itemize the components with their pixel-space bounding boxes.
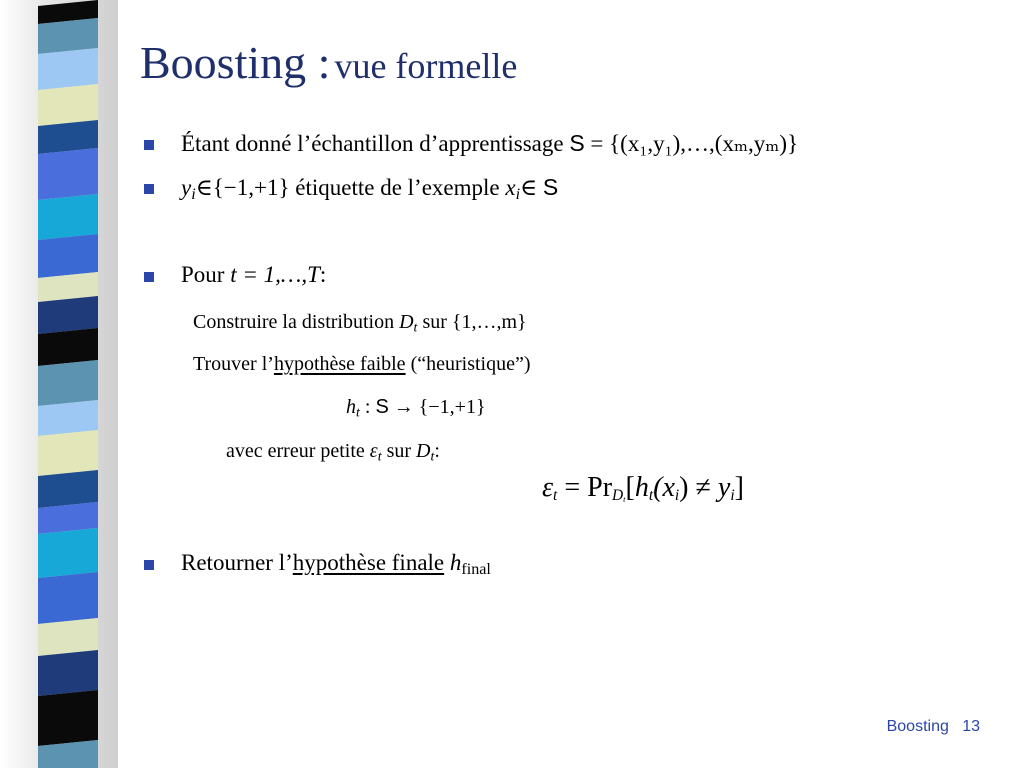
decorative-bar bbox=[38, 194, 98, 240]
bullet-2 bbox=[181, 174, 559, 204]
bullet-1-text: Étant donné l’échantillon d’apprentissage bbox=[181, 131, 564, 156]
signature-set: S bbox=[375, 396, 389, 418]
step-small-error bbox=[226, 440, 440, 463]
decorative-bar bbox=[38, 48, 98, 90]
label-y: y bbox=[181, 175, 192, 200]
decorative-bar bbox=[38, 234, 98, 278]
bullet-4 bbox=[181, 550, 491, 579]
error-D: D bbox=[416, 440, 431, 462]
decorative-bar bbox=[38, 328, 98, 366]
signature-arrow: → {−1,+1} bbox=[393, 396, 486, 418]
decorative-bar bbox=[38, 618, 98, 656]
decorative-bar bbox=[38, 470, 98, 508]
loop-colon: : bbox=[319, 262, 327, 287]
step-hypothesis-signature bbox=[346, 396, 486, 419]
decorative-bar bbox=[38, 84, 98, 126]
decorative-bar bbox=[38, 400, 98, 436]
hypothesis-h: h bbox=[346, 396, 356, 418]
formula-h-sub: t bbox=[648, 486, 654, 504]
sample-set-symbol: S bbox=[569, 130, 585, 156]
final-hypothesis-term: hypothèse finale bbox=[292, 550, 445, 575]
slide-title bbox=[140, 36, 517, 89]
formula-pr-subsub: t bbox=[623, 493, 626, 504]
bullet-marker-2 bbox=[144, 184, 154, 194]
formula-arg-sub: i bbox=[674, 486, 680, 504]
step-find-weak-hypothesis bbox=[193, 353, 531, 376]
signature-colon: : bbox=[364, 396, 371, 418]
decorative-bar bbox=[38, 690, 98, 746]
decorative-bar bbox=[38, 528, 98, 578]
title-rest: vue formelle bbox=[334, 46, 518, 86]
formula-pr-sub bbox=[612, 487, 625, 504]
step-4-colon: : bbox=[434, 440, 440, 462]
formula-close-bracket: ] bbox=[734, 472, 744, 503]
distribution-D: D bbox=[399, 311, 414, 333]
formula-arg: (x bbox=[653, 472, 675, 503]
formula-epsilon: ε bbox=[542, 472, 554, 503]
formula-y-sub: i bbox=[730, 486, 735, 504]
example-x: x bbox=[505, 175, 516, 200]
step-1-text: Construire la distribution bbox=[193, 311, 395, 333]
hypothesis-h-sub: t bbox=[356, 405, 360, 421]
formula-pr-sub-D: D bbox=[612, 486, 624, 504]
distribution-D-sub: t bbox=[413, 320, 418, 336]
decorative-color-bars bbox=[0, 0, 118, 768]
belongs-symbol-2: ∈ bbox=[520, 175, 538, 200]
error-epsilon-sub: t bbox=[377, 449, 382, 465]
label-y-sub: i bbox=[191, 186, 196, 204]
title-main: Boosting : bbox=[140, 37, 331, 88]
bullet-marker-3 bbox=[144, 272, 154, 282]
formula-open-bracket: [ bbox=[625, 472, 635, 503]
bullet-marker-4 bbox=[144, 560, 154, 570]
formula-y: y bbox=[717, 472, 731, 503]
bullet-4-text: Retourner l’ bbox=[181, 550, 293, 575]
sample-set-symbol-2: S bbox=[542, 174, 559, 200]
bullet-1 bbox=[181, 130, 798, 157]
decorative-bar bbox=[38, 296, 98, 334]
formula-pr: Pr bbox=[587, 472, 613, 503]
bullet-marker-1 bbox=[144, 140, 154, 150]
decorative-bar bbox=[38, 430, 98, 476]
pour-text: Pour bbox=[181, 262, 225, 287]
footer-label: Boosting bbox=[886, 718, 949, 735]
decorative-bar bbox=[38, 360, 98, 406]
slide-footer bbox=[887, 718, 980, 736]
loop-var-t: t bbox=[230, 262, 237, 287]
formula-arg-close: ) bbox=[679, 472, 689, 503]
bullet-3 bbox=[181, 262, 326, 288]
step-4-sur: sur bbox=[386, 440, 412, 462]
error-epsilon: ε bbox=[369, 440, 378, 462]
final-h-sub: final bbox=[461, 561, 491, 579]
step-4-text: avec erreur petite bbox=[226, 440, 365, 462]
error-D-sub: t bbox=[430, 449, 435, 465]
decorative-bar bbox=[38, 148, 98, 200]
loop-range: = 1,…,T bbox=[242, 262, 320, 287]
belongs-symbol: ∈ bbox=[195, 175, 213, 200]
bullet-2-text: étiquette de l’exemple bbox=[295, 175, 500, 200]
final-h: h bbox=[449, 550, 462, 575]
step-2-rest: (“heuristique”) bbox=[410, 353, 531, 375]
decorative-bar bbox=[38, 650, 98, 696]
error-formula bbox=[542, 472, 744, 504]
formula-h: h bbox=[634, 472, 649, 503]
weak-hypothesis-term: hypothèse faible bbox=[273, 353, 406, 375]
sample-set-definition: = {(x₁,y₁),…,(xₘ,yₘ)} bbox=[590, 131, 799, 156]
example-x-sub: i bbox=[515, 186, 521, 204]
decorative-bar bbox=[38, 572, 98, 624]
page-number: 13 bbox=[962, 718, 980, 735]
step-2-text: Trouver l’ bbox=[193, 353, 274, 375]
formula-equals: = bbox=[564, 472, 581, 503]
label-set: {−1,+1} bbox=[212, 175, 290, 200]
step-1-rest: sur {1,…,m} bbox=[422, 311, 527, 333]
formula-neq: ≠ bbox=[695, 472, 711, 503]
formula-epsilon-sub: t bbox=[553, 486, 558, 504]
decorative-bar bbox=[38, 18, 98, 54]
step-construct-distribution bbox=[193, 311, 527, 334]
